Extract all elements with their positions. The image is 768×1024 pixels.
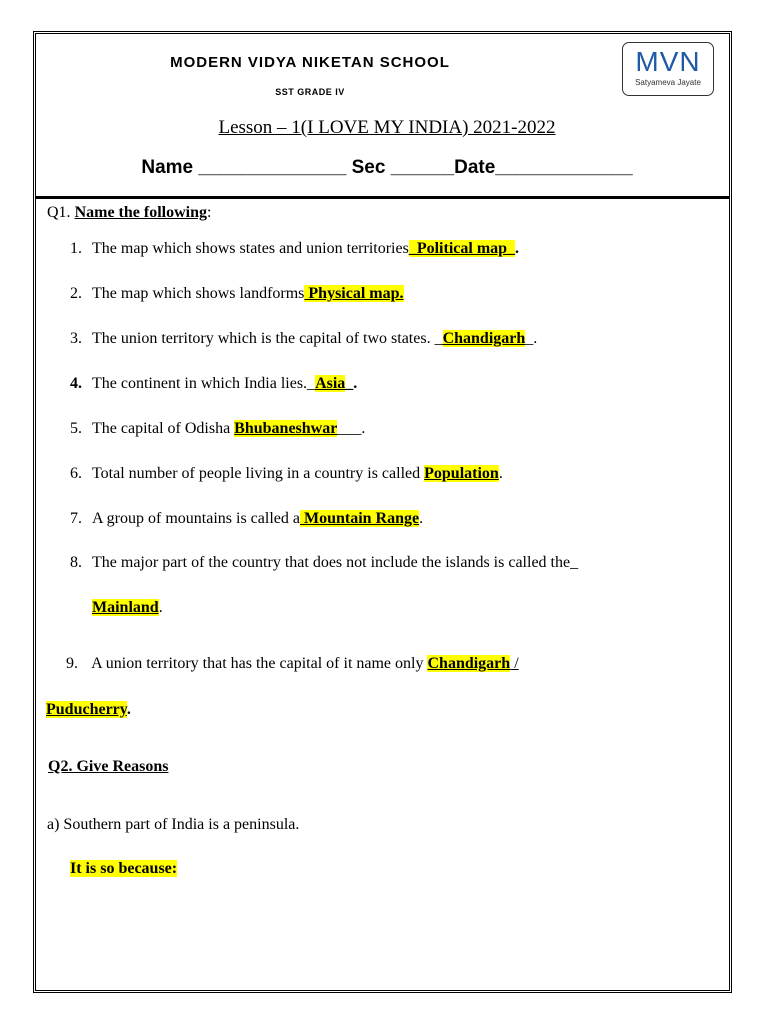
question-text: The continent in which India lies._ [92,375,316,392]
answer-highlight: Bhubaneshwar [234,420,338,437]
q1-item-1 [70,239,519,259]
lesson-title: Lesson – 1(I LOVE MY INDIA) 2021-2022 [218,117,556,138]
name-blank: ______________ [198,157,347,178]
answer-suffix: . [419,510,424,527]
q1-colon: : [207,204,212,221]
answer-highlight: Puducherry [46,701,127,718]
question-text: The capital of Odisha [92,420,235,437]
item-number: 2. [70,285,82,302]
question-text: The union territory which is the capital of two states. _ [92,330,443,347]
answer-highlight: Population [424,465,499,482]
answer-suffix: ___. [337,420,366,437]
item-number: 1. [70,240,82,257]
question-text: The major part of the country that does not include the islands is called the_ [92,554,579,571]
answer-highlight: Asia [315,375,346,392]
answer-highlight: Mainland [92,599,159,616]
q1-prefix: Q1. [47,204,71,221]
item-number: 6. [70,465,82,482]
reason-highlight: It is so because: [70,860,178,877]
q1-item-9-answer [46,700,131,720]
school-name: MODERN VIDYA NIKETAN SCHOOL [170,54,450,71]
q2-heading: Q2. Give Reasons [48,758,169,775]
answer-highlight: Mountain Range [299,510,420,527]
item-number: 7. [70,510,82,527]
answer-separator: / [510,655,519,672]
q2-item-a: a) Southern part of India is a peninsula. [47,816,300,833]
item-number: 9. [66,655,78,672]
q1-heading [47,203,211,223]
q1-item-9 [66,654,531,674]
item-number: 3. [70,330,82,347]
name-label: Name [141,157,194,178]
q1-title: Name the following [74,204,207,221]
date-label: Date [454,157,496,178]
name-row [36,157,738,179]
answer-highlight: Physical map. [304,285,404,302]
q1-item-8-answer [92,598,163,618]
answer-suffix: . [498,465,503,482]
answer-suffix: . [126,701,131,718]
answer-suffix: _. [345,375,358,392]
question-text: The map which shows landforms [92,285,305,302]
logo-tagline: Satyameva Jayate [635,78,701,87]
question-text: Total number of people living in a country is called [92,465,425,482]
q1-item-3 [70,329,537,349]
q1-item-4 [70,374,357,394]
item-number: 4. [70,375,82,392]
date-blank: _____________ [495,157,633,178]
item-number: 8. [70,554,82,571]
school-logo [622,42,714,96]
q1-item-8 [70,553,578,573]
question-text: A group of mountains is called a [92,510,300,527]
answer-highlight: Chandigarh [442,330,526,347]
q1-item-2 [70,284,404,304]
answer-suffix: _. [525,330,538,347]
q1-item-6 [70,464,503,484]
q1-item-5 [70,419,365,439]
worksheet-header [36,34,729,199]
answer-highlight: Chandigarh [427,655,511,672]
grade-label: SST GRADE IV [275,87,345,97]
item-number: 5. [70,420,82,437]
q1-item-7 [70,509,423,529]
answer-highlight: _Political map_ [408,240,516,257]
logo-text: MVN [635,46,701,77]
sec-blank: ______ [390,157,455,178]
sec-label: Sec [351,157,386,178]
question-text: A union territory that has the capital of it name only [88,655,428,672]
answer-suffix: . [158,599,163,616]
q2-reason [70,859,177,879]
question-text: The map which shows states and union territories [92,240,409,257]
answer-suffix: . [515,240,520,257]
